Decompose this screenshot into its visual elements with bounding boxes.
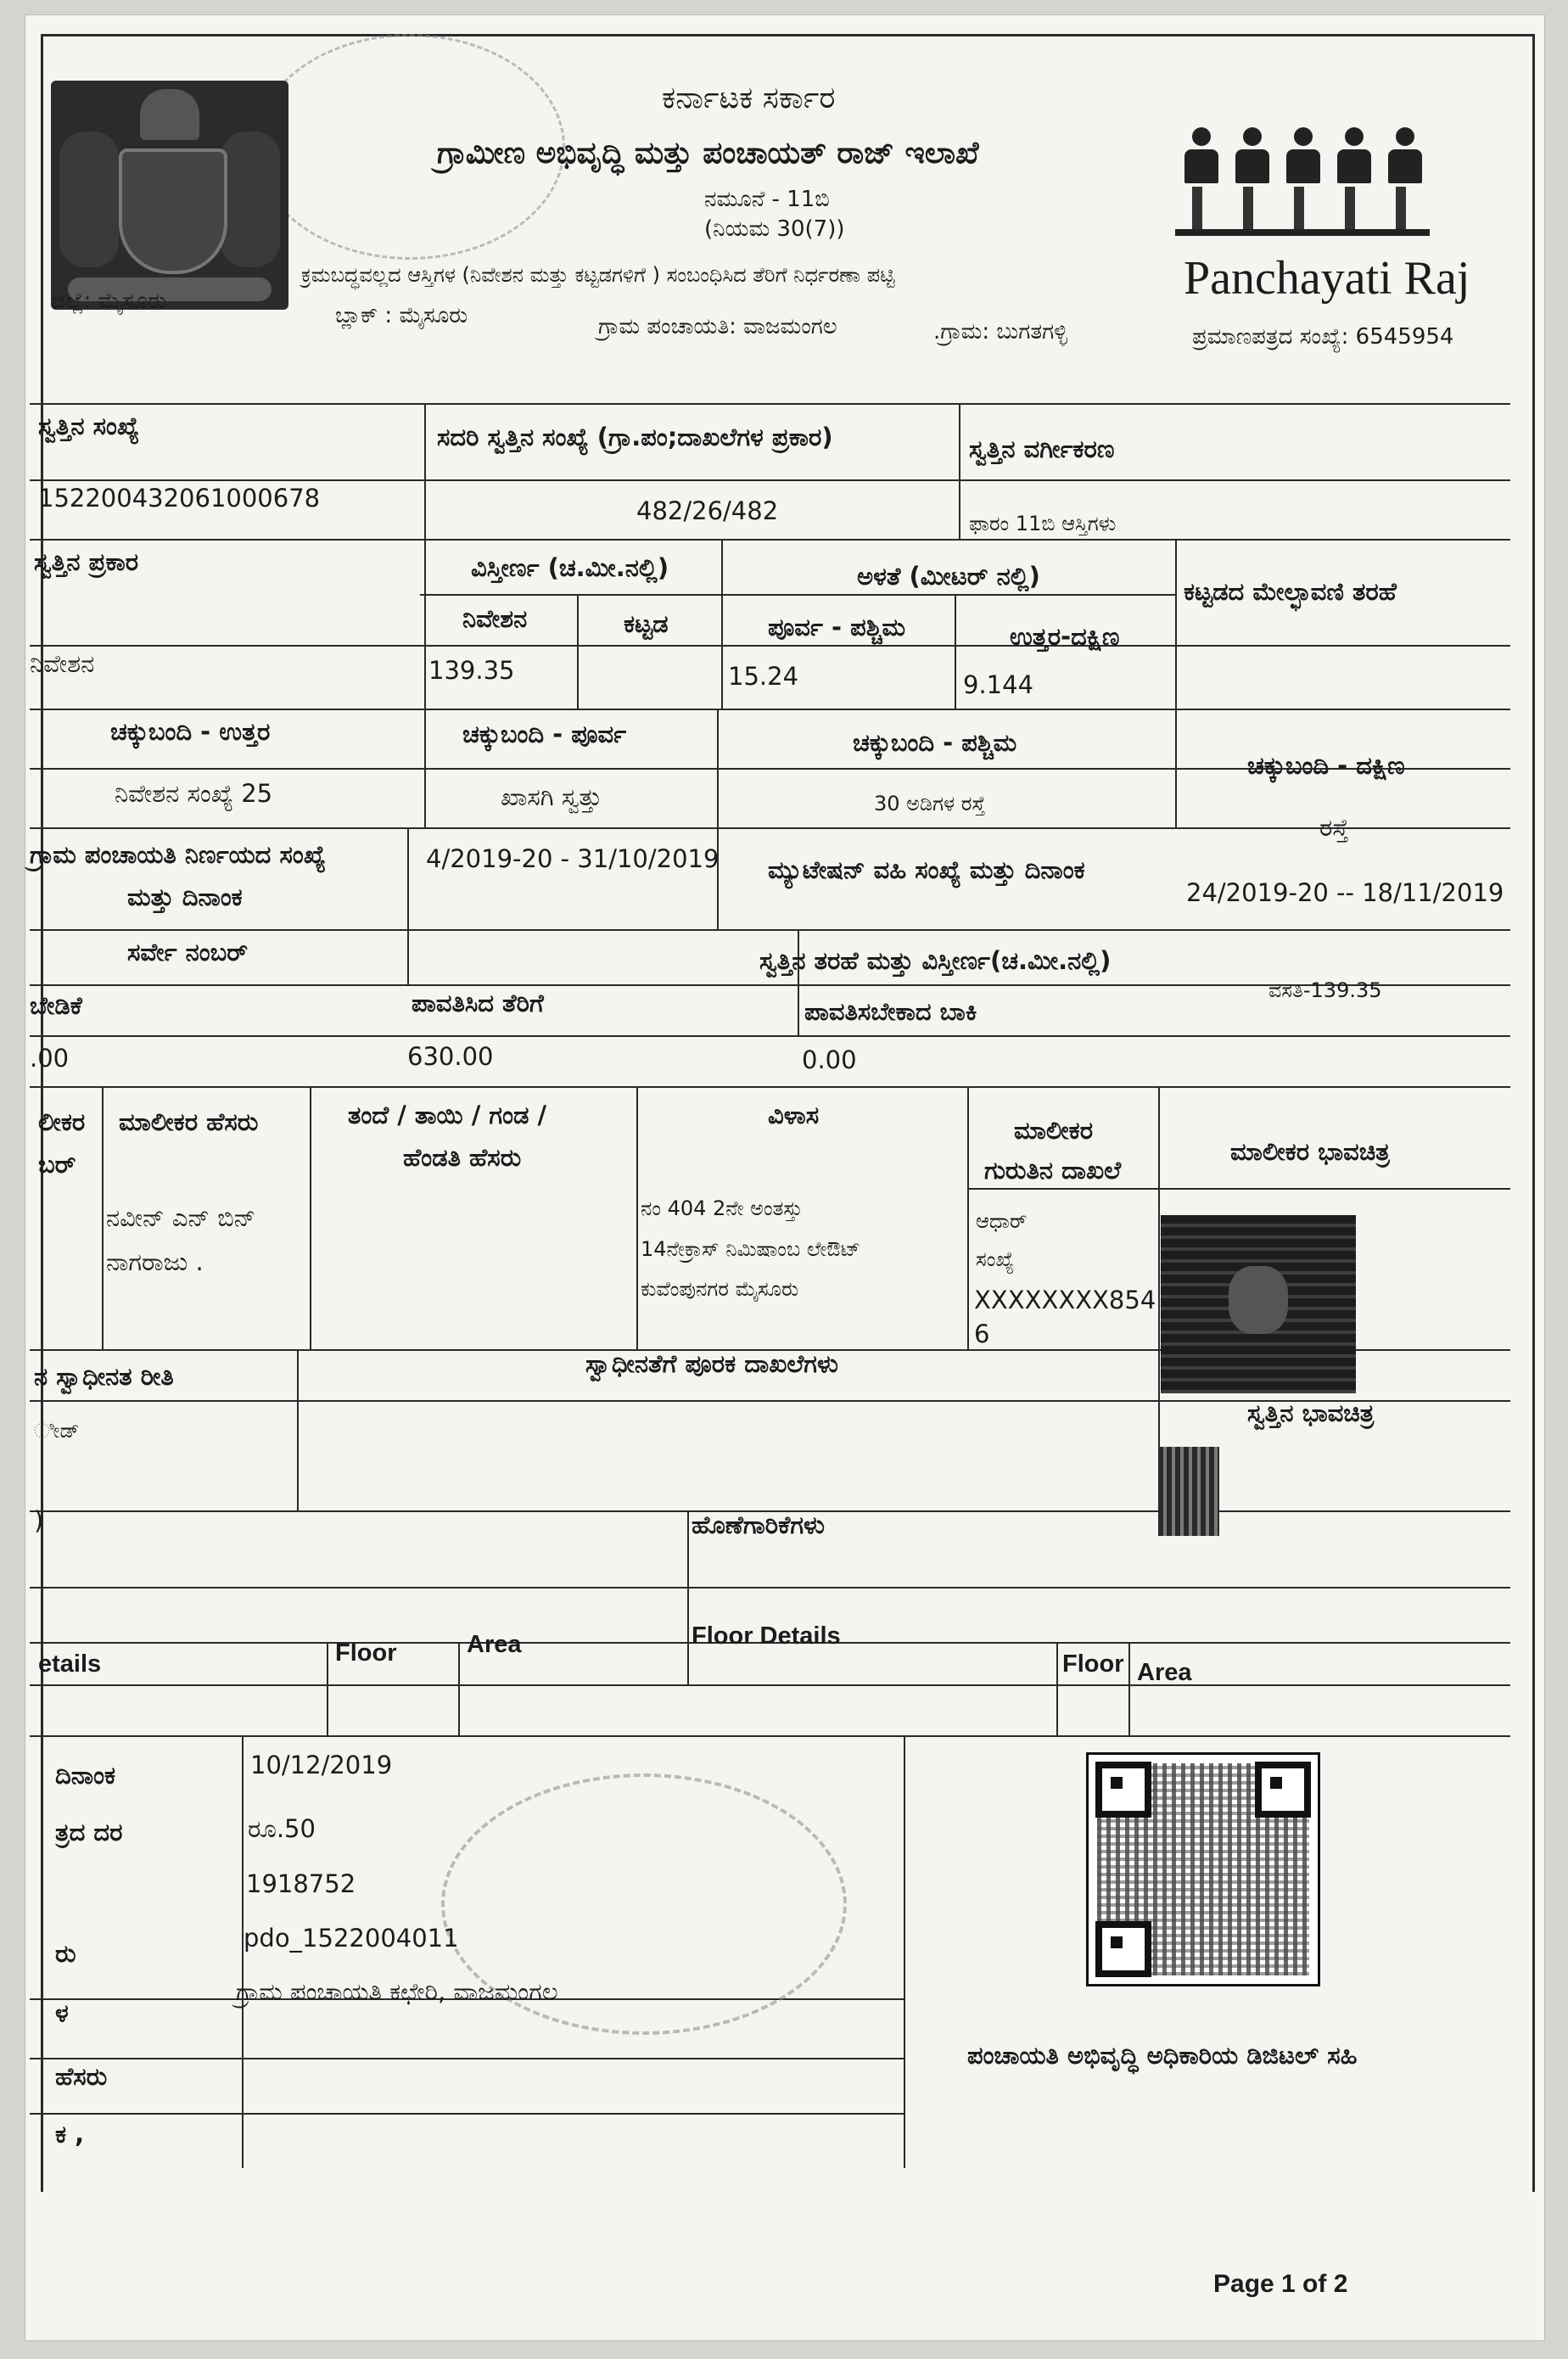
boundary-north-label: ಚಕ್ಕುಬಂದಿ - ಉತ್ತರ: [110, 717, 271, 746]
boundary-north-value: ನಿವೇಶನ ಸಂಖ್ಯೆ 25: [115, 779, 273, 808]
rule-number: (ನಿಯಮ 30(7)): [704, 216, 845, 242]
property-type-value: ನಿವೇಶನ: [30, 649, 95, 678]
qr-code-icon: [1086, 1752, 1320, 1986]
liabilities-label: ಹೊಣೆಗಾರಿಕೆಗಳು: [692, 1510, 825, 1539]
district-label: ಜಿಲ್ಲೆ: ಮೈಸೂರು: [51, 289, 167, 314]
possession-mode-label: ನ ಸ್ವಾಧೀನತ ರೀತಿ: [34, 1362, 174, 1391]
tax-balance-label: ಪಾವತಿಸಬೇಕಾದ ಬಾಕಿ: [804, 997, 977, 1026]
property-nature-label: ಸ್ವತ್ತಿನ ತರಹೆ ಮತ್ತು ವಿಸ್ತೀರ್ಣ(ಚ.ಮೀ.ನಲ್ಲಿ): [759, 946, 1112, 975]
possession-mode-value: ೀಡ್: [34, 1419, 80, 1443]
owner-address-line1: ನಂ 404 2ನೇ ಅಂತಸ್ತು: [641, 1196, 803, 1220]
tax-paid-value: 630.00: [407, 1042, 494, 1071]
resolution-label-line1: ಗ್ರಾಮ ಪಂಚಾಯತಿ ನಿರ್ಣಯದ ಸಂಖ್ಯೆ: [30, 840, 326, 869]
owner-name-line2: ನಾಗರಾಜು .: [106, 1247, 204, 1276]
mutation-label: ಮ್ಯುಟೇಷನ್ ವಹಿ ಸಂಖ್ಯೆ ಮತ್ತು ದಿನಾಂಕ: [768, 855, 1085, 884]
user-label: ರು: [55, 1939, 76, 1968]
boundary-west-label: ಚಕ್ಕುಬಂದಿ - ಪಶ್ಚಿಮ: [853, 728, 1017, 757]
signature-label: ಕ ,: [55, 2120, 85, 2149]
owner-address-label: ವಿಳಾಸ: [768, 1101, 820, 1129]
area-building-label: ಕಟ್ಟಡ: [624, 609, 669, 638]
east-west-label: ಪೂರ್ವ - ಪಶ್ಚಿಮ: [768, 613, 906, 642]
mutation-value: 24/2019-20 -- 18/11/2019: [1186, 878, 1504, 907]
government-title: ಕರ್ನಾಟಕ ಸರ್ಕಾರ: [662, 81, 836, 115]
floor-left-label: Floor: [335, 1639, 397, 1667]
user-value: pdo_1522004011: [244, 1924, 459, 1953]
tax-balance-value: 0.00: [802, 1045, 857, 1074]
office-value: ಗ್ರಾಮ ಪಂಚಾಯತಿ ಕಛೇರಿ, ವಾಜಮಂಗಲ: [236, 1977, 558, 2006]
gp-property-no-value: 482/26/482: [636, 496, 779, 525]
owner-id-line1: ಆಧಾರ್: [976, 1209, 1028, 1233]
property-id-value: 152200432061000678: [38, 484, 321, 513]
certificate-number: ಪ್ರಮಾಣಪತ್ರದ ಸಂಖ್ಯೆ: 6545954: [1192, 324, 1454, 350]
roof-type-label: ಕಟ್ಟಡದ ಮೇಲ್ಛಾವಣಿ ತರಹೆ: [1184, 577, 1397, 606]
receipt-value: 1918752: [246, 1869, 356, 1898]
north-south-label: ಉತ್ತರ-ದಕ್ಷಿಣ: [1010, 622, 1120, 651]
property-type-label: ಸ್ವತ್ತಿನ ಪ್ರಕಾರ: [34, 547, 139, 576]
tax-paid-label: ಪಾವತಿಸಿದ ತೆರಿಗೆ: [412, 989, 544, 1017]
gram-panchayat-label: ಗ್ರಾಮ ಪಂಚಾಯತಿ: ವಾಜಮಂಗಲ: [598, 314, 837, 339]
owner-relation-label-2: ಹೆಂಡತಿ ಹೆಸರು: [403, 1143, 522, 1172]
area-left-label: Area: [467, 1631, 522, 1658]
classification-value: ಫಾರಂ 11ಬಿ ಆಸ್ತಿಗಳು: [969, 512, 1117, 535]
owner-no-label-1: ಲೀಕರ: [38, 1107, 86, 1136]
boundary-east-value: ಖಾಸಗಿ ಸ್ವತ್ತು: [501, 782, 602, 811]
office-label: ಳ: [55, 1998, 69, 2027]
owner-id-label-2: ಗುರುತಿನ ದಾಖಲೆ: [984, 1156, 1122, 1185]
area-label: ವಿಸ್ತೀರ್ಣ (ಚ.ಮೀ.ನಲ್ಲಿ): [471, 553, 669, 582]
floor-details-right-label: Floor Details: [692, 1622, 841, 1650]
owner-no-label-2: ಬರ್: [38, 1150, 76, 1179]
fee-value: ರೂ.50: [248, 1814, 316, 1843]
digital-signature-label: ಪಂಚಾಯತಿ ಅಭಿವೃದ್ಧಿ ಅಧಿಕಾರಿಯ ಡಿಜಿಟಲ್ ಸಹಿ: [967, 2041, 1358, 2070]
property-photo-image: [1158, 1447, 1219, 1536]
owner-photo-label: ಮಾಲೀಕರ ಭಾವಚಿತ್ರ: [1230, 1137, 1390, 1166]
floor-right-label: Floor: [1062, 1650, 1124, 1678]
issue-date-value: 10/12/2019: [250, 1751, 393, 1779]
boundary-south-value: ರಸ್ತೆ: [1319, 813, 1349, 842]
tax-demand-value: .00: [30, 1044, 70, 1073]
dimensions-label: ಅಳತೆ (ಮೀಟರ್ ನಲ್ಲಿ): [857, 562, 1040, 591]
owner-photo-image: [1161, 1215, 1356, 1393]
panchayati-raj-logo-icon: [1175, 127, 1430, 246]
property-nature-value: ವಸತಿ-139.35: [1268, 978, 1382, 1002]
owner-name-label: ಮಾಲೀಕರ ಹೆಸರು: [119, 1107, 259, 1136]
boundary-south-label: ಚಕ್ಕುಬಂದಿ - ದಕ್ಷಿಣ: [1247, 751, 1405, 780]
form-number: ನಮೂನೆ - 11ಬಿ: [704, 187, 830, 212]
form-description: ಕ್ರಮಬದ್ಧವಲ್ಲದ ಆಸ್ತಿಗಳ (ನಿವೇಶನ ಮತ್ತು ಕಟ್ಟಡಗಳಿಗೆ ) ಸಂಬಂಧಿಸಿದ ತೆರಿಗೆ ನಿರ್ಧರಣಾ ಪಟ್ಟಿ: [301, 263, 895, 287]
resolution-label-line2: ಮತ್ತು ದಿನಾಂಕ: [127, 883, 243, 911]
resolution-value: 4/2019-20 - 31/10/2019: [426, 844, 720, 873]
area-site-value: 139.35: [428, 656, 515, 685]
karnataka-emblem-icon: [51, 81, 288, 310]
survey-number-label: ಸರ್ವೇ ನಂಬರ್: [127, 938, 248, 967]
owner-id-line4: 6: [974, 1320, 990, 1348]
owner-id-label-1: ಮಾಲೀಕರ: [1014, 1116, 1094, 1145]
owner-name-line1: ನವೀನ್ ಎನ್ ಬಿನ್: [106, 1203, 256, 1232]
north-south-value: 9.144: [963, 670, 1034, 699]
property-id-label: ಸ್ವತ್ತಿನ ಸಂಖ್ಯೆ: [38, 412, 140, 440]
owner-id-line3: XXXXXXXX854: [974, 1286, 1156, 1314]
fee-label: ತ್ರದ ದರ: [55, 1818, 123, 1846]
department-title: ಗ್ರಾಮೀಣ ಅಭಿವೃದ್ಧಿ ಮತ್ತು ಪಂಚಾಯತ್ ರಾಜ್ ಇಲಾಖೆ: [437, 136, 979, 171]
village-label: .ಗ್ರಾಮ: ಬುಗತಗಳ್ಳಿ: [933, 319, 1067, 345]
tax-demand-label: ಬೇಡಿಕೆ: [30, 991, 82, 1020]
east-west-value: 15.24: [728, 662, 799, 691]
issue-date-label: ದಿನಾಂಕ: [55, 1761, 115, 1790]
owner-id-line2: ಸಂಖ್ಯೆ: [976, 1247, 1015, 1271]
floor-details-left-label: etails: [38, 1650, 102, 1678]
owner-address-line2: 14ನೇಕ್ರಾಸ್ ನಿಮಿಷಾಂಬ ಲೇಔಟ್: [641, 1237, 861, 1261]
gp-property-no-label: ಸದರಿ ಸ್ವತ್ತಿನ ಸಂಖ್ಯೆ (ಗ್ರಾ.ಪಂ;ದಾಖಲೆಗಳ ಪ್ರಕಾರ): [437, 423, 833, 451]
owner-address-line3: ಕುವೆಂಪುನಗರ ಮೈಸೂರು: [641, 1277, 799, 1301]
officer-name-label: ಹೆಸರು: [55, 2062, 108, 2091]
block-label: ಬ್ಲಾಕ್ : ಮೈಸೂರು: [335, 303, 468, 328]
property-photo-label: ಸ್ವತ್ತಿನ ಭಾವಚಿತ್ರ: [1247, 1398, 1375, 1427]
classification-label: ಸ್ವತ್ತಿನ ವರ್ಗೀಕರಣ: [969, 434, 1115, 463]
panchayati-raj-logo-text: Panchayati Raj: [1184, 252, 1470, 305]
area-right-label: Area: [1137, 1659, 1192, 1686]
boundary-west-value: 30 ಅಡಿಗಳ ರಸ್ತೆ: [874, 792, 986, 815]
boundary-east-label: ಚಕ್ಕುಬಂದಿ - ಪೂರ್ವ: [462, 720, 627, 748]
page-number: Page 1 of 2: [1213, 2270, 1348, 2298]
area-site-label: ನಿವೇಶನ: [462, 604, 528, 633]
possession-docs-label: ಸ್ವಾಧೀನತೆಗೆ ಪೂರಕ ದಾಖಲೆಗಳು: [585, 1349, 838, 1378]
owner-relation-label-1: ತಂದೆ / ತಾಯಿ / ಗಂಡ /: [348, 1101, 547, 1129]
liabilities-left-stub: ): [34, 1506, 44, 1535]
